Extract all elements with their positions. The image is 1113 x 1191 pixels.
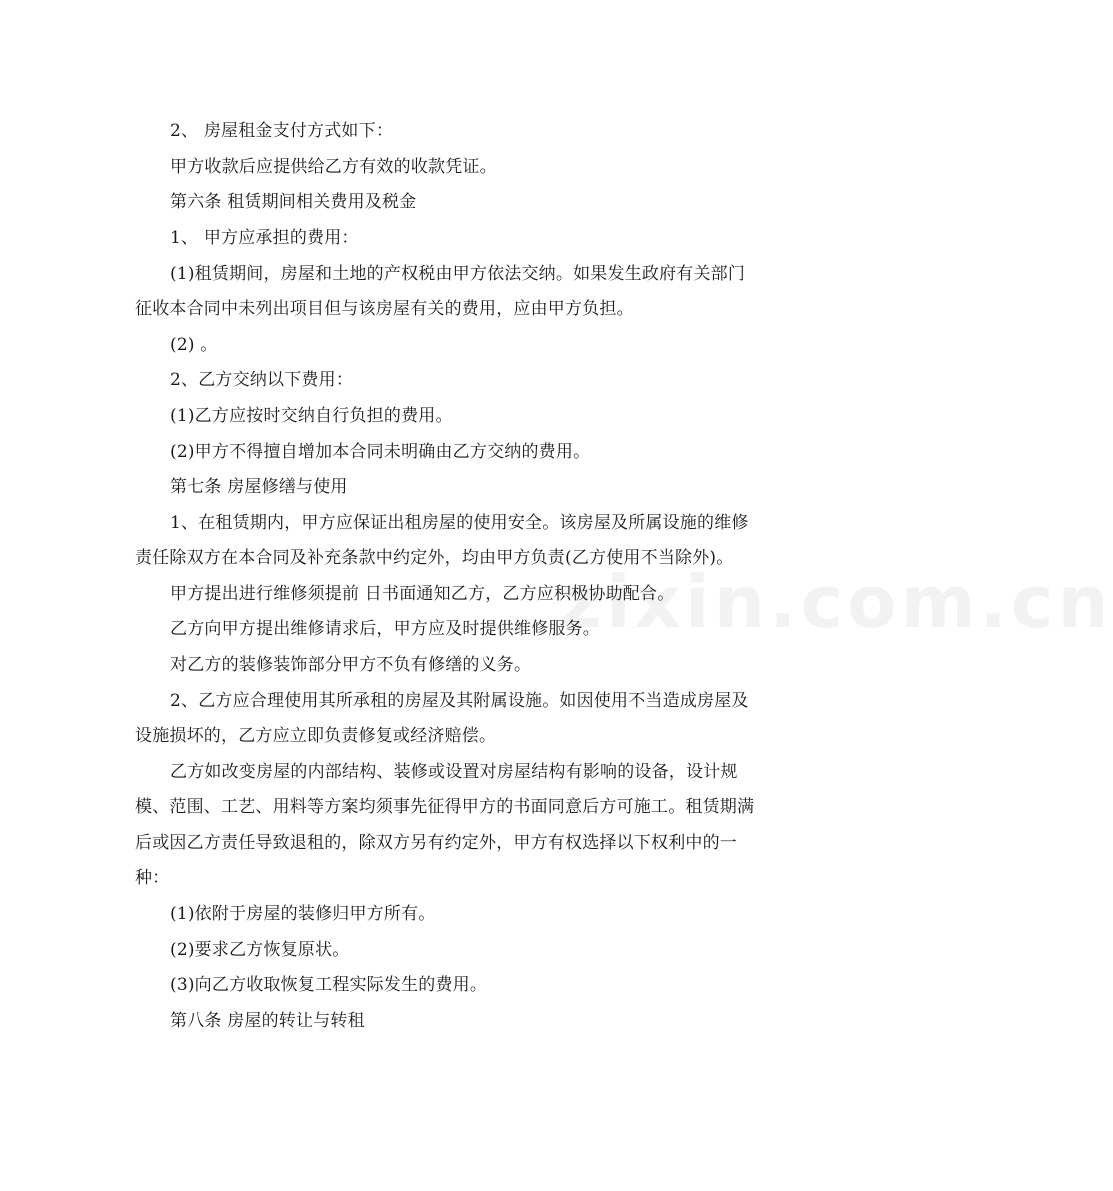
text-line: 乙方向甲方提出维修请求后，甲方应及时提供维修服务。 [170, 619, 600, 639]
text-line: 模、范围、工艺、用料等方案均须事先征得甲方的书面同意后方可施工。租赁期满 [135, 797, 755, 817]
text-line: 种： [135, 868, 170, 888]
text-line: 甲方收款后应提供给乙方有效的收款凭证。 [170, 157, 497, 177]
text-line: (2) 。 [170, 335, 218, 355]
text-line: 2、乙方应合理使用其所承租的房屋及其附属设施。如因使用不当造成房屋及 [170, 691, 749, 711]
text-line: 征收本合同中未列出项目但与该房屋有关的费用，应由甲方负担。 [135, 299, 634, 319]
text-line: (2)甲方不得擅自增加本合同未明确由乙方交纳的费用。 [170, 442, 591, 462]
text-line: 1、在租赁期内，甲方应保证出租房屋的使用安全。该房屋及所属设施的维修 [170, 513, 749, 533]
text-line: (2)要求乙方恢复原状。 [170, 940, 350, 960]
text-line: 乙方如改变房屋的内部结构、装修或设置对房屋结构有影响的设备，设计规 [170, 762, 738, 782]
text-line: 责任除双方在本合同及补充条款中约定外，均由甲方负责(乙方使用不当除外)。 [135, 548, 734, 568]
watermark: zixin.com.cn [560, 560, 1113, 644]
clause-rent-payment: 2、 房屋租金支付方式如下： [170, 121, 394, 141]
article-7-heading: 第七条 房屋修缮与使用 [170, 477, 348, 497]
text-line: 对乙方的装修装饰部分甲方不负有修缮的义务。 [170, 655, 532, 675]
clause-tenant-costs: 2、乙方交纳以下费用： [170, 370, 354, 390]
text-line: 后或因乙方责任导致退租的，除双方另有约定外，甲方有权选择以下权利中的一 [135, 833, 737, 853]
text-line: (3)向乙方收取恢复工程实际发生的费用。 [170, 975, 488, 995]
clause-landlord-costs: 1、 甲方应承担的费用： [170, 228, 359, 248]
text-line: (1)乙方应按时交纳自行负担的费用。 [170, 406, 453, 426]
text-line: (1)依附于房屋的装修归甲方所有。 [170, 904, 436, 924]
article-6-heading: 第六条 租赁期间相关费用及税金 [170, 192, 417, 212]
text-line: (1)租赁期间，房屋和土地的产权税由甲方依法交纳。如果发生政府有关部门 [170, 264, 746, 284]
article-8-heading: 第八条 房屋的转让与转租 [170, 1011, 365, 1031]
text-line: 设施损坏的，乙方应立即负责修复或经济赔偿。 [135, 726, 497, 746]
text-line: 甲方提出进行维修须提前 日书面通知乙方，乙方应积极协助配合。 [170, 584, 675, 604]
